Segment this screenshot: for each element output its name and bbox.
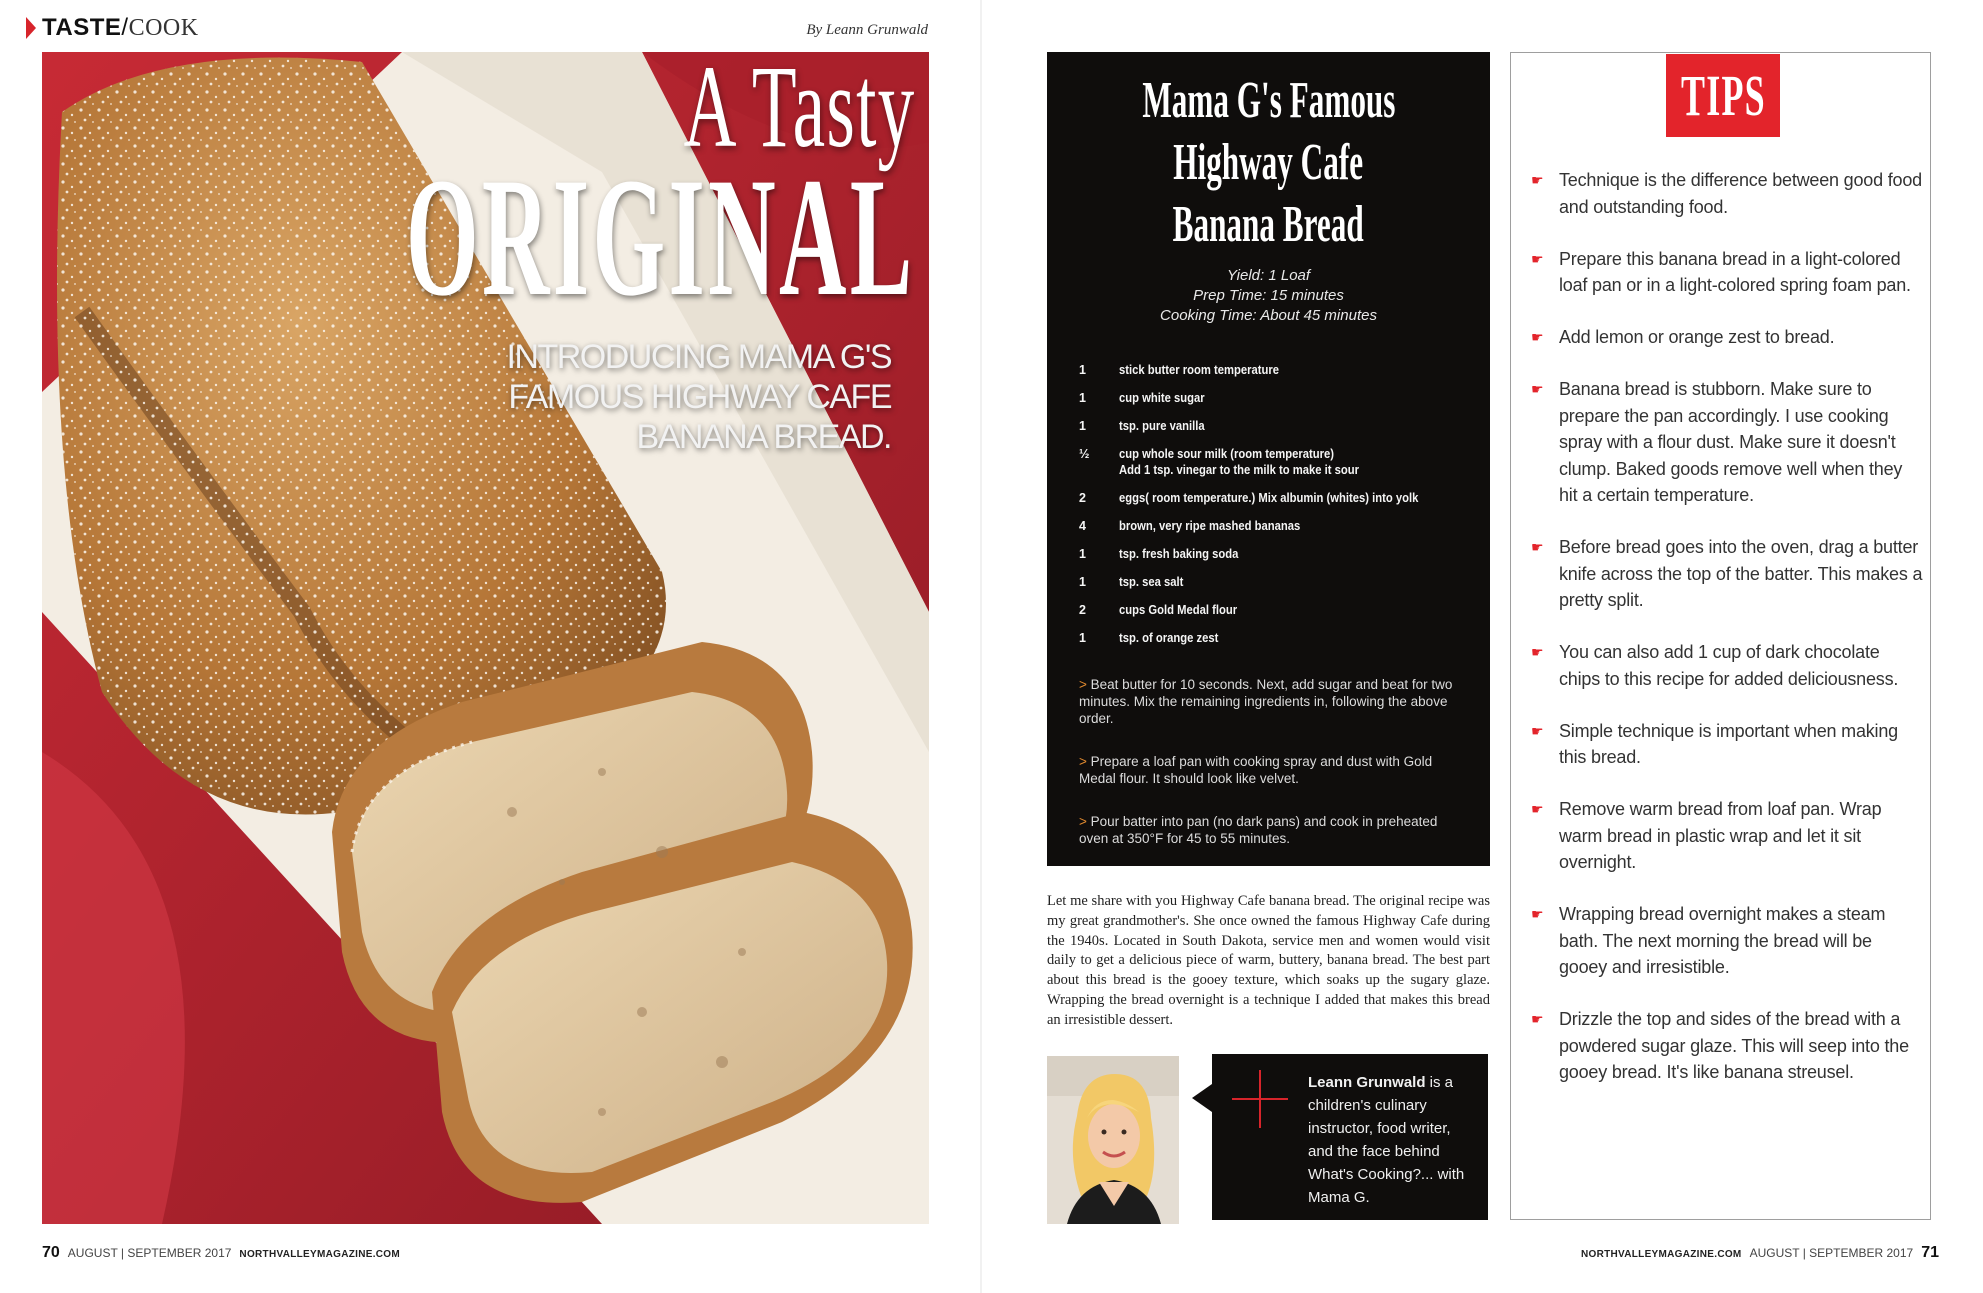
tip-text: Prepare this banana bread in a light-colored loaf pan or in a light-colored spring foam pan.: [1559, 248, 1911, 295]
tip-text: Wrapping bread overnight makes a steam bath. The next morning the bread will be gooey and irresistible.: [1559, 904, 1886, 977]
ingredient-qty: 2: [1079, 603, 1086, 617]
pointing-hand-icon: ☛: [1531, 1011, 1544, 1027]
ingredient-text: eggs( room temperature.) Mix albumin (whites) into yolk: [1119, 491, 1419, 505]
recipe-title-line: Mama G's Famous: [1141, 72, 1396, 129]
pointing-hand-icon: ☛: [1531, 329, 1544, 345]
pointing-hand-icon: ☛: [1531, 172, 1544, 188]
recipe-title: [1047, 70, 1490, 256]
hero-title-line2: ORIGINAL: [405, 143, 915, 331]
pointing-hand-icon: ☛: [1531, 906, 1544, 922]
hero-title-line1: A Tasty: [683, 52, 915, 172]
recipe-prep-time: Prep Time: 15 minutes: [1193, 287, 1344, 304]
tip-item: [1531, 796, 1923, 876]
tip-item: [1531, 246, 1923, 299]
ingredient-text: stick butter room temperature: [1119, 363, 1280, 377]
pointing-hand-icon: ☛: [1531, 644, 1544, 660]
tips-heading: TIPS: [1680, 63, 1766, 128]
section-main: TASTE: [42, 14, 122, 41]
tip-item: [1531, 324, 1923, 351]
ingredient-qty: 1: [1079, 631, 1086, 645]
section-tag: [26, 14, 199, 42]
ingredient-qty: 2: [1079, 491, 1086, 505]
ingredient-row: [1079, 574, 1479, 590]
ingredient-text: cups Gold Medal flour: [1119, 603, 1238, 617]
ingredient-text: cup white sugar: [1119, 391, 1205, 405]
page-gutter: [980, 0, 982, 1293]
pointing-hand-icon: ☛: [1531, 381, 1544, 397]
ingredient-qty: 4: [1079, 519, 1086, 533]
pointing-hand-icon: ☛: [1531, 801, 1544, 817]
tip-item: [1531, 1006, 1923, 1086]
step-marker: >: [1079, 677, 1091, 692]
ingredient-text-line: cup whole sour milk (room temperature): [1119, 447, 1335, 461]
step-text: Pour batter into pan (no dark pans) and cook in preheated oven at 350°F for 45 to 55 minutes.: [1079, 814, 1438, 846]
recipe-step: [1079, 753, 1469, 787]
ingredient-text: tsp. fresh baking soda: [1119, 547, 1239, 561]
ingredient-list: [1079, 362, 1479, 658]
page-number-left: 70: [42, 1244, 60, 1261]
banana-bread-photo: [42, 52, 929, 1224]
bio-text: [1308, 1071, 1478, 1209]
recipe-steps: [1079, 676, 1469, 873]
recipe-step: [1079, 813, 1469, 847]
recipe-title-line: Banana Bread: [1172, 196, 1364, 253]
tips-box: [1510, 52, 1931, 1220]
tip-text: Simple technique is important when making this bread.: [1559, 720, 1898, 767]
site-url-right: NORTHVALLEYMAGAZINE.COM: [1580, 1249, 1742, 1260]
ingredient-row: [1079, 446, 1479, 478]
tip-text: Add lemon or orange zest to bread.: [1559, 327, 1835, 347]
ingredient-row: [1079, 390, 1479, 406]
tip-item: [1531, 167, 1923, 220]
recipe-cook-time: Cooking Time: About 45 minutes: [1160, 307, 1377, 324]
pointing-hand-icon: ☛: [1531, 539, 1544, 555]
tips-list: [1531, 167, 1923, 1111]
issue-date-right: AUGUST | SEPTEMBER 2017: [1749, 1246, 1914, 1260]
tip-text: Banana bread is stubborn. Make sure to prepare the pan accordingly. I use cooking spray with a flour dust. Make sure it doesn't clump. Baked goods remove well when they hit a certain temperature.: [1559, 379, 1903, 505]
ingredient-qty: 1: [1079, 391, 1086, 405]
step-marker: >: [1079, 814, 1091, 829]
section-slash: /: [121, 14, 129, 41]
hero-title: [42, 52, 915, 331]
step-text: Prepare a loaf pan with cooking spray and dust with Gold Medal flour. It should look like velvet.: [1079, 754, 1433, 786]
bio-description: is a children's culinary instructor, food writer, and the face behind What's Cooking?... with Mama G.: [1308, 1074, 1465, 1206]
author-name: Leann Grunwald: [1308, 1074, 1426, 1091]
recipe-step: [1079, 676, 1469, 727]
tip-text: Drizzle the top and sides of the bread with a powdered sugar glaze. This will seep into the gooey bread. It's like banana streusel.: [1559, 1009, 1909, 1082]
tip-item: [1531, 718, 1923, 771]
tip-text: Before bread goes into the oven, drag a butter knife across the top of the batter. This makes a pretty split.: [1559, 537, 1923, 610]
recipe-yield: Yield: 1 Loaf: [1226, 267, 1311, 284]
section-sub: COOK: [128, 14, 199, 41]
step-text: Beat butter for 10 seconds. Next, add sugar and beat for two minutes. Mix the remaining ingredients in, following the above order.: [1079, 677, 1453, 726]
ingredient-qty: ½: [1079, 447, 1090, 461]
folio-right: [1581, 1244, 1939, 1262]
ingredient-row: [1079, 630, 1479, 646]
page-number-right: 71: [1921, 1244, 1939, 1261]
triangle-arrow-icon: [26, 17, 36, 39]
hero-subtitle: INTRODUCING MAMA G'S FAMOUS HIGHWAY CAFE BANANA BREAD.: [506, 338, 891, 456]
site-url-left: NORTHVALLEYMAGAZINE.COM: [239, 1249, 401, 1260]
tip-item: [1531, 901, 1923, 981]
ingredient-row: [1079, 518, 1479, 534]
ingredient-qty: 1: [1079, 419, 1086, 433]
tip-text: Technique is the difference between good food and outstanding food.: [1559, 170, 1922, 217]
issue-date-left: AUGUST | SEPTEMBER 2017: [67, 1246, 232, 1260]
ingredient-qty: 1: [1079, 363, 1086, 377]
tip-item: [1531, 376, 1923, 509]
ingredient-text: tsp. pure vanilla: [1119, 419, 1205, 433]
tip-item: [1531, 639, 1923, 692]
recipe-card: [1047, 52, 1490, 866]
ingredient-text-line: Add 1 tsp. vinegar to the milk to make it sour: [1119, 463, 1360, 477]
ingredient-text: tsp. of orange zest: [1119, 631, 1219, 645]
ingredient-row: [1079, 602, 1479, 618]
bio-pointer: [1192, 1084, 1212, 1112]
ingredient-row: [1079, 362, 1479, 378]
ingredient-row: [1079, 546, 1479, 562]
ingredient-text: [1119, 446, 1443, 478]
byline: By Leann Grunwald: [806, 22, 928, 38]
recipe-title-line: Highway Cafe: [1173, 134, 1364, 191]
tip-text: You can also add 1 cup of dark chocolate chips to this recipe for added deliciousness.: [1559, 642, 1899, 689]
pointing-hand-icon: ☛: [1531, 722, 1544, 739]
ingredient-row: [1079, 490, 1479, 506]
ingredient-qty: 1: [1079, 575, 1086, 589]
folio-left: [42, 1244, 400, 1262]
cross-icon-stroke: [1259, 1070, 1261, 1128]
pointing-hand-icon: ☛: [1531, 250, 1544, 267]
ingredient-qty: 1: [1079, 547, 1086, 561]
ingredient-text: brown, very ripe mashed bananas: [1119, 519, 1301, 533]
author-portrait-illustration: [1047, 1056, 1179, 1224]
tip-text: Remove warm bread from loaf pan. Wrap warm bread in plastic wrap and let it sit overnight.: [1559, 799, 1882, 872]
recipe-meta: [1047, 266, 1490, 326]
ingredient-row: [1079, 418, 1479, 434]
author-portrait: [1047, 1056, 1179, 1224]
step-marker: >: [1079, 754, 1091, 769]
tips-heading-badge: [1666, 54, 1780, 137]
intro-paragraph: Let me share with you Highway Cafe banana bread. The original recipe was my great grandmother's. She once owned the famous Highway Cafe during the 1940s. Located in South Dakota, service men and women would visit daily to get a delicious piece of warm, buttery, banana bread. The best part about this bread is the gooey texture, which soaks up the sugary glaze. Wrapping the bread overnight is a technique I added that makes this bread an irresistible dessert.: [1047, 893, 1490, 1028]
ingredient-text: tsp. sea salt: [1119, 575, 1184, 589]
tip-item: [1531, 534, 1923, 614]
author-bio: [1212, 1054, 1488, 1220]
